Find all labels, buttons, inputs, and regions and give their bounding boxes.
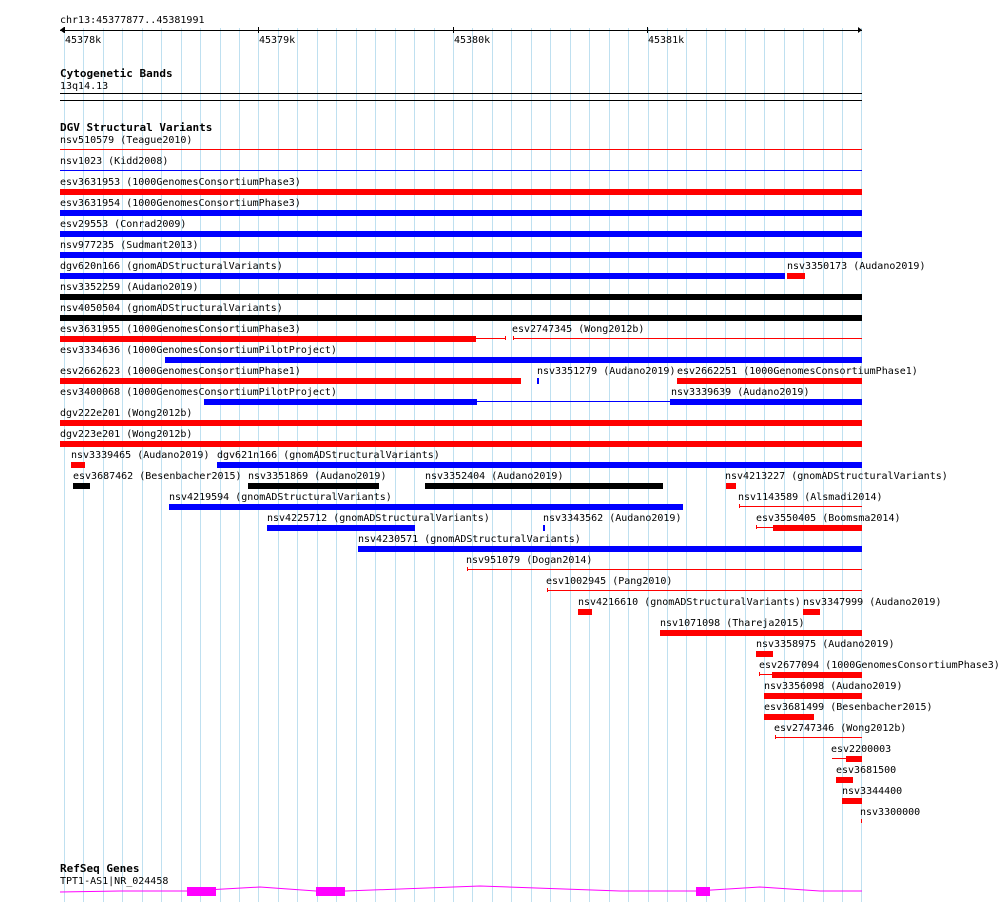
dgv-feature-label[interactable]: nsv3343562 (Audano2019) xyxy=(543,513,682,524)
dgv-feature-label[interactable]: nsv4050504 (gnomADStructuralVariants) xyxy=(60,303,283,314)
dgv-feature-label[interactable]: nsv4216610 (gnomADStructuralVariants) xyxy=(578,597,801,608)
dgv-feature-bar[interactable] xyxy=(60,170,862,171)
dgv-feature-label[interactable]: esv2677094 (1000GenomesConsortiumPhase3) xyxy=(759,660,1000,671)
dgv-feature-label[interactable]: nsv3352259 (Audano2019) xyxy=(60,282,199,293)
dgv-feature-bar[interactable] xyxy=(513,336,514,340)
dgv-feature-bar[interactable] xyxy=(787,273,805,279)
dgv-feature-label[interactable]: dgv222e201 (Wong2012b) xyxy=(60,408,193,419)
dgv-feature-bar[interactable] xyxy=(60,149,862,150)
dgv-feature-label[interactable]: esv3681500 xyxy=(836,765,897,776)
dgv-feature-bar[interactable] xyxy=(836,777,853,783)
dgv-feature-bar[interactable] xyxy=(267,525,415,531)
scale-tick xyxy=(647,27,648,33)
dgv-feature-label[interactable]: nsv3339639 (Audano2019) xyxy=(671,387,810,398)
dgv-feature-bar[interactable] xyxy=(764,693,862,699)
refseq-gene-label[interactable]: TPT1-AS1|NR_024458 xyxy=(60,876,169,887)
dgv-feature-label[interactable]: nsv4230571 (gnomADStructuralVariants) xyxy=(358,534,581,545)
dgv-feature-bar[interactable] xyxy=(670,399,862,405)
grid-line xyxy=(200,28,201,902)
dgv-feature-bar[interactable] xyxy=(60,252,862,258)
dgv-feature-label[interactable]: nsv3358975 (Audano2019) xyxy=(756,639,895,650)
dgv-feature-label[interactable]: esv3400068 (1000GenomesConsortiumPilotProject) xyxy=(60,387,337,398)
dgv-feature-label[interactable]: esv1002945 (Pang2010) xyxy=(546,576,673,587)
dgv-feature-bar[interactable] xyxy=(425,483,663,489)
dgv-feature-bar[interactable] xyxy=(832,758,846,759)
dgv-feature-bar[interactable] xyxy=(60,315,862,321)
dgv-feature-bar[interactable] xyxy=(773,525,862,531)
dgv-feature-bar[interactable] xyxy=(73,483,90,489)
dgv-feature-label[interactable]: nsv977235 (Sudmant2013) xyxy=(60,240,199,251)
dgv-feature-label[interactable]: dgv620n166 (gnomADStructuralVariants) xyxy=(60,261,283,272)
dgv-feature-bar[interactable] xyxy=(677,378,862,384)
dgv-feature-label[interactable]: nsv3344400 xyxy=(842,786,903,797)
dgv-feature-bar[interactable] xyxy=(772,672,862,678)
dgv-feature-bar[interactable] xyxy=(60,294,862,300)
dgv-feature-label[interactable]: nsv3356098 (Audano2019) xyxy=(764,681,903,692)
dgv-feature-label[interactable]: nsv3352404 (Audano2019) xyxy=(425,471,564,482)
dgv-feature-bar[interactable] xyxy=(60,336,476,342)
dgv-feature-bar[interactable] xyxy=(660,630,862,636)
dgv-feature-label[interactable]: esv3631955 (1000GenomesConsortiumPhase3) xyxy=(60,324,301,335)
dgv-feature-label[interactable]: esv3681499 (Besenbacher2015) xyxy=(764,702,933,713)
dgv-feature-label[interactable]: nsv1023 (Kidd2008) xyxy=(60,156,169,167)
dgv-feature-label[interactable]: nsv4213227 (gnomADStructuralVariants) xyxy=(725,471,948,482)
dgv-feature-bar[interactable] xyxy=(775,737,862,738)
dgv-feature-bar[interactable] xyxy=(547,588,548,592)
dgv-feature-bar[interactable] xyxy=(775,735,776,739)
refseq-exon[interactable] xyxy=(187,887,216,896)
refseq-exon[interactable] xyxy=(696,887,710,896)
dgv-feature-label[interactable]: nsv3350173 (Audano2019) xyxy=(787,261,926,272)
cytoband-label[interactable]: 13q14.13 xyxy=(60,81,109,92)
grid-line xyxy=(181,28,182,902)
dgv-feature-label[interactable]: nsv1143589 (Alsmadi2014) xyxy=(738,492,883,503)
dgv-feature-label[interactable]: nsv951079 (Dogan2014) xyxy=(466,555,593,566)
dgv-feature-label[interactable]: dgv223e201 (Wong2012b) xyxy=(60,429,193,440)
dgv-feature-bar[interactable] xyxy=(60,210,862,216)
dgv-feature-bar[interactable] xyxy=(60,231,862,237)
dgv-feature-bar[interactable] xyxy=(547,590,862,591)
refseq-intron-line[interactable] xyxy=(60,880,862,896)
dgv-feature-bar[interactable] xyxy=(505,336,506,340)
dgv-feature-label[interactable]: nsv3351869 (Audano2019) xyxy=(248,471,387,482)
dgv-feature-label[interactable]: nsv3339465 (Audano2019) xyxy=(71,450,210,461)
dgv-feature-bar[interactable] xyxy=(169,504,683,510)
dgv-feature-bar[interactable] xyxy=(60,189,862,195)
dgv-feature-label[interactable]: dgv621n166 (gnomADStructuralVariants) xyxy=(217,450,440,461)
cytoband-bar[interactable] xyxy=(60,93,862,94)
dgv-feature-label[interactable]: esv29553 (Conrad2009) xyxy=(60,219,187,230)
scale-tick xyxy=(453,27,454,33)
dgv-feature-bar[interactable] xyxy=(842,798,862,804)
dgv-feature-bar[interactable] xyxy=(756,651,773,657)
dgv-feature-label[interactable]: nsv3300000 xyxy=(860,807,921,818)
dgv-feature-label[interactable]: nsv3351279 (Audano2019) xyxy=(537,366,676,377)
location-label: chr13:45377877..45381991 xyxy=(60,15,205,26)
dgv-feature-label[interactable]: esv2662251 (1000GenomesConsortiumPhase1) xyxy=(677,366,918,377)
scale-bar[interactable] xyxy=(60,30,862,31)
cytoband-track-title: Cytogenetic Bands xyxy=(60,67,173,80)
scale-right-arrow-icon xyxy=(858,27,862,33)
dgv-feature-bar[interactable] xyxy=(759,672,760,676)
dgv-feature-label[interactable]: esv3334636 (1000GenomesConsortiumPilotProject) xyxy=(60,345,337,356)
dgv-feature-bar[interactable] xyxy=(543,525,545,531)
dgv-feature-bar[interactable] xyxy=(756,525,757,529)
scale-label: 45380k xyxy=(454,35,491,46)
dgv-feature-bar[interactable] xyxy=(537,378,539,384)
scale-label: 45381k xyxy=(648,35,685,46)
dgv-feature-label[interactable]: esv3631954 (1000GenomesConsortiumPhase3) xyxy=(60,198,301,209)
scale-label: 45378k xyxy=(65,35,102,46)
dgv-feature-bar[interactable] xyxy=(71,462,85,468)
dgv-feature-bar[interactable] xyxy=(358,546,862,552)
scale-tick xyxy=(258,27,259,33)
dgv-feature-bar[interactable] xyxy=(204,399,477,405)
dgv-feature-bar[interactable] xyxy=(476,338,506,339)
dgv-feature-bar[interactable] xyxy=(217,462,862,468)
dgv-feature-bar[interactable] xyxy=(60,378,521,384)
refseq-track-title: RefSeq Genes xyxy=(60,862,140,875)
scale-tick xyxy=(64,27,65,33)
dgv-feature-bar[interactable] xyxy=(60,441,862,447)
dgv-feature-bar[interactable] xyxy=(467,567,468,571)
dgv-feature-bar[interactable] xyxy=(726,483,736,489)
dgv-feature-bar[interactable] xyxy=(477,401,670,402)
dgv-feature-label[interactable]: esv3550405 (Boomsma2014) xyxy=(756,513,901,524)
dgv-track-title: DGV Structural Variants xyxy=(60,121,213,134)
dgv-feature-label[interactable]: esv2662623 (1000GenomesConsortiumPhase1) xyxy=(60,366,301,377)
dgv-feature-label[interactable]: esv3631953 (1000GenomesConsortiumPhase3) xyxy=(60,177,301,188)
dgv-feature-bar[interactable] xyxy=(60,273,785,279)
track-divider xyxy=(60,100,862,101)
dgv-feature-label[interactable]: nsv510579 (Teague2010) xyxy=(60,135,193,146)
dgv-feature-bar[interactable] xyxy=(513,338,862,339)
dgv-feature-bar[interactable] xyxy=(248,483,379,489)
dgv-feature-label[interactable]: nsv4225712 (gnomADStructuralVariants) xyxy=(267,513,490,524)
dgv-feature-bar[interactable] xyxy=(60,420,862,426)
dgv-feature-label[interactable]: esv2747345 (Wong2012b) xyxy=(512,324,645,335)
scale-label: 45379k xyxy=(259,35,296,46)
dgv-feature-bar[interactable] xyxy=(165,357,862,363)
dgv-feature-label[interactable]: esv2747346 (Wong2012b) xyxy=(774,723,907,734)
dgv-feature-bar[interactable] xyxy=(803,609,820,615)
refseq-exon[interactable] xyxy=(316,887,345,896)
dgv-feature-label[interactable]: esv3687462 (Besenbacher2015) xyxy=(73,471,242,482)
dgv-feature-bar[interactable] xyxy=(739,506,862,507)
dgv-feature-bar[interactable] xyxy=(764,714,814,720)
dgv-feature-label[interactable]: nsv4219594 (gnomADStructuralVariants) xyxy=(169,492,392,503)
dgv-feature-bar[interactable] xyxy=(861,819,862,823)
dgv-feature-bar[interactable] xyxy=(467,569,862,570)
dgv-feature-bar[interactable] xyxy=(846,756,862,762)
dgv-feature-label[interactable]: nsv3347999 (Audano2019) xyxy=(803,597,942,608)
dgv-feature-bar[interactable] xyxy=(739,504,740,508)
dgv-feature-label[interactable]: esv2200003 xyxy=(831,744,892,755)
dgv-feature-bar[interactable] xyxy=(578,609,592,615)
dgv-feature-label[interactable]: nsv1071098 (Thareja2015) xyxy=(660,618,805,629)
